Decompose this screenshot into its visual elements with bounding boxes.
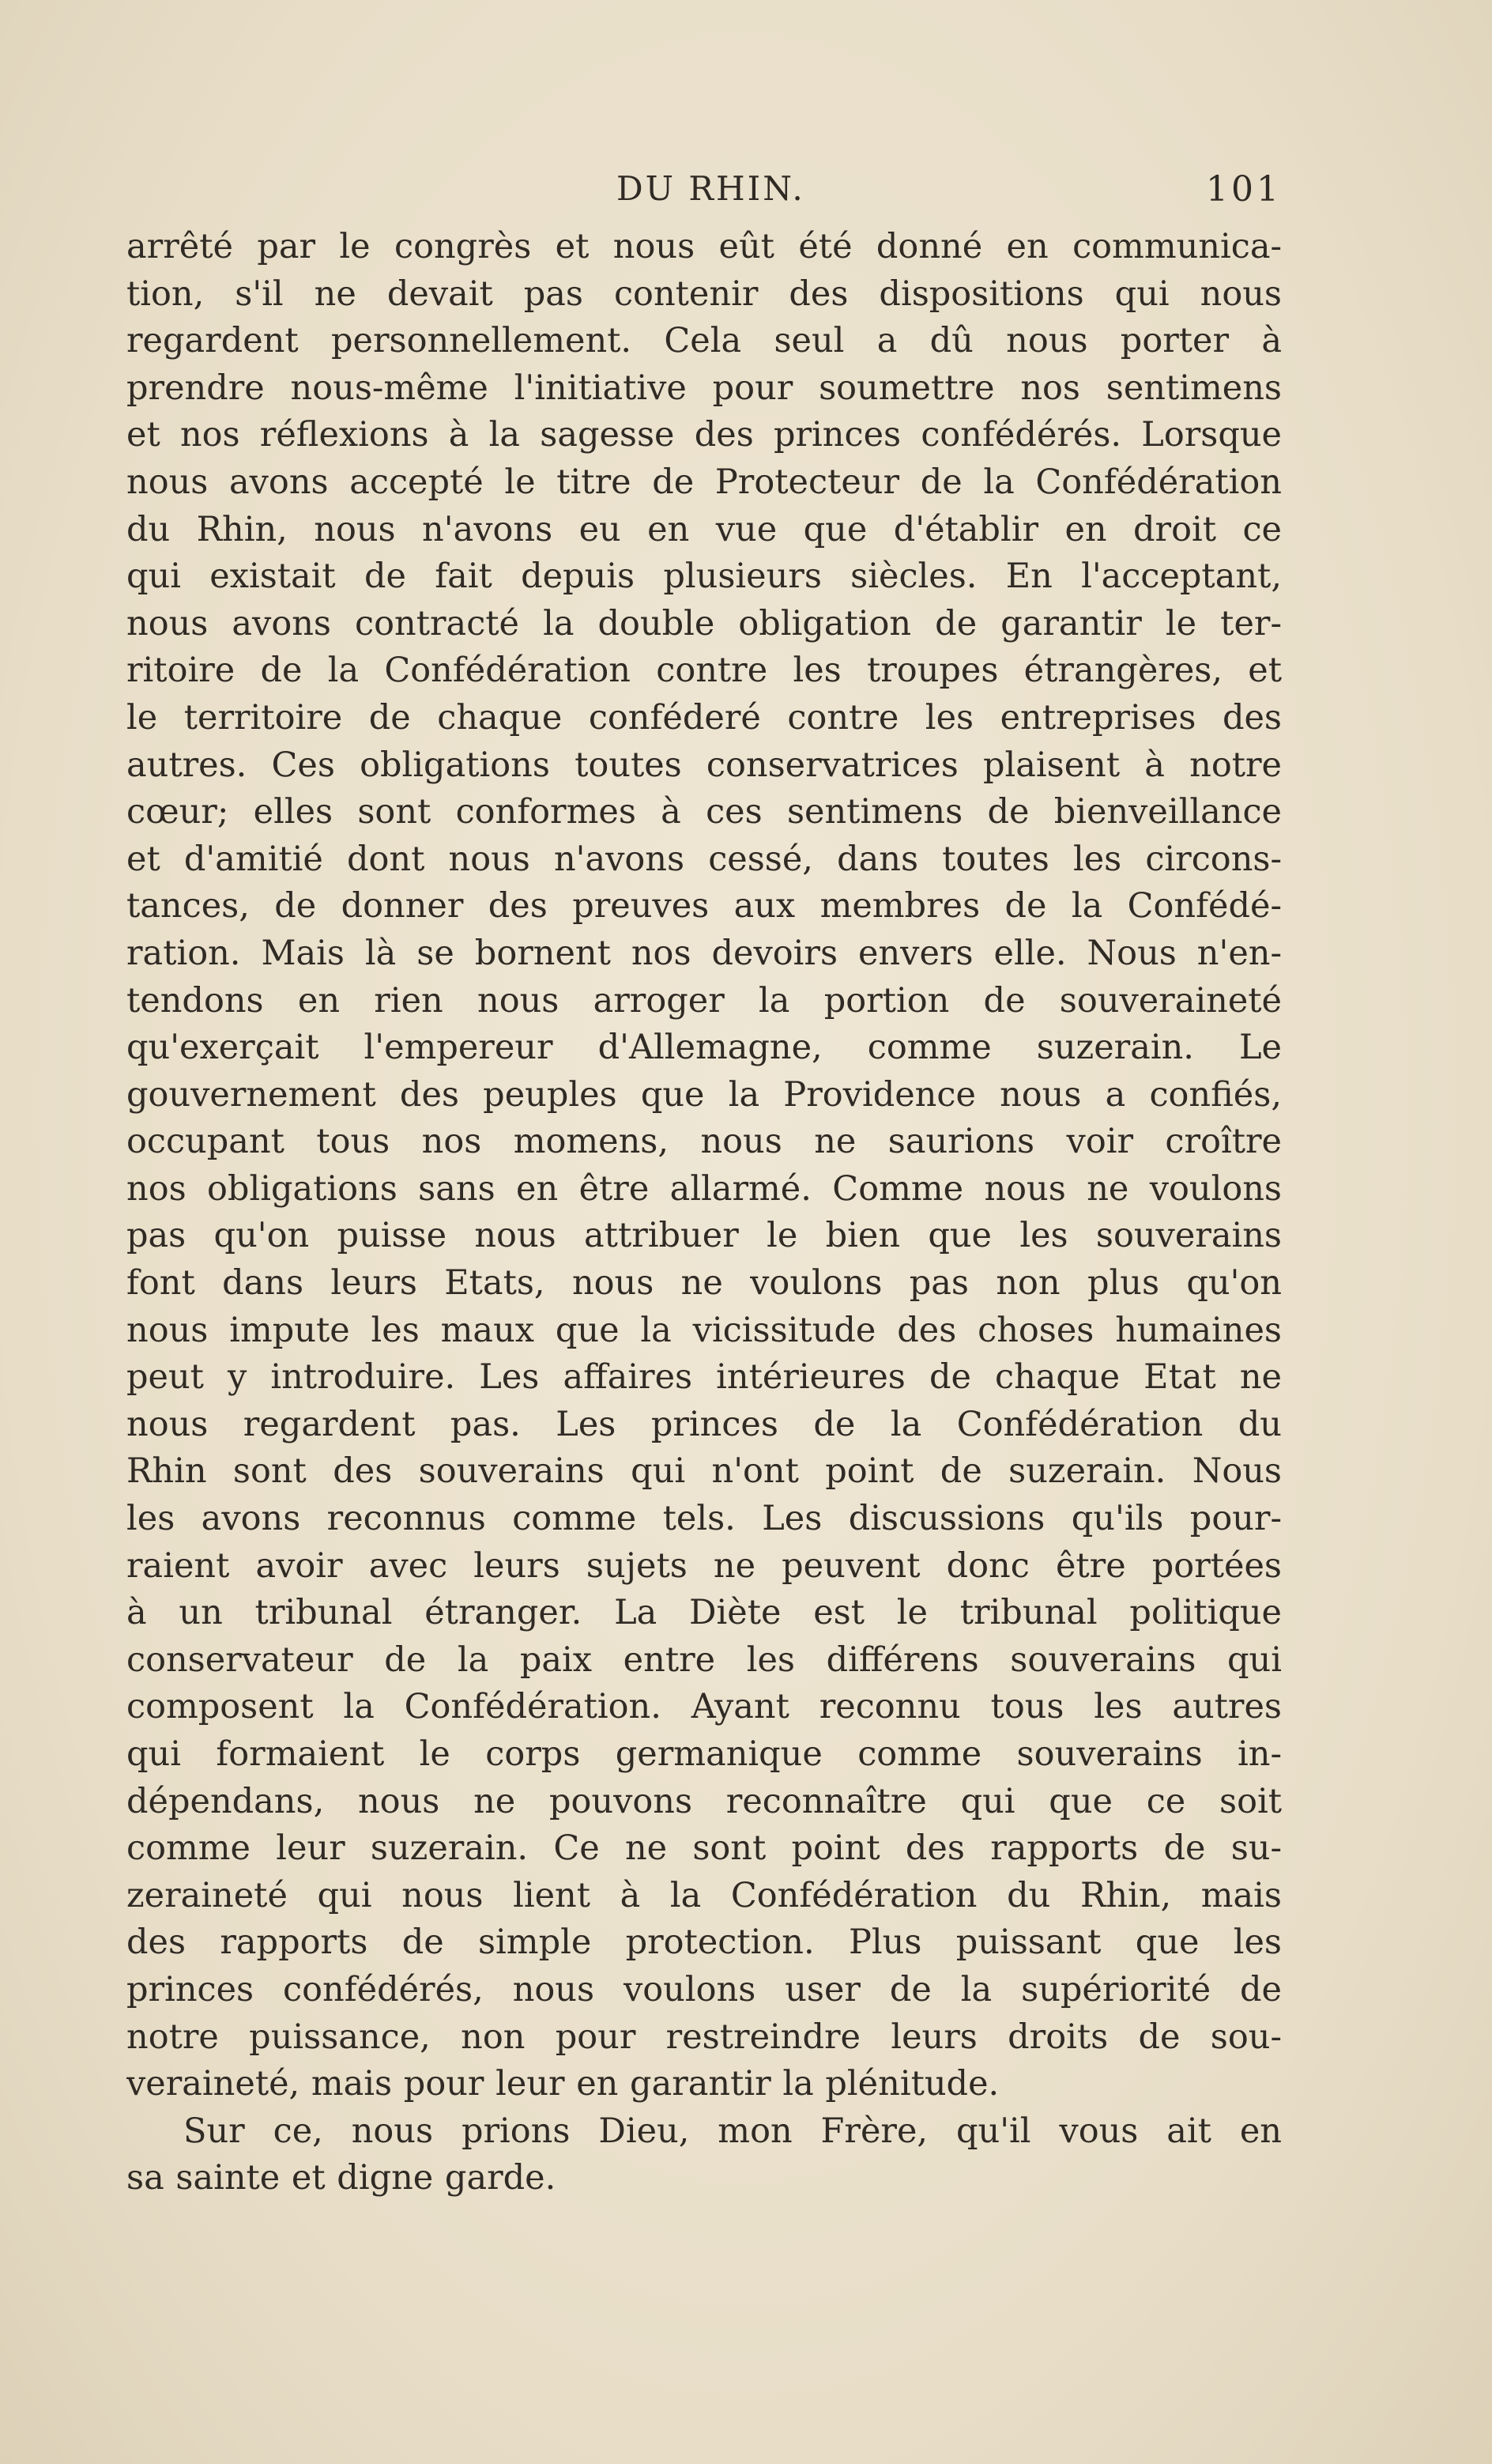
text-line: qui existait de fait depuis plusieurs siècles. En l'acceptant, [126, 557, 1282, 597]
text-line: regardent personnellement. Cela seul a dû nous porter à [126, 321, 1282, 361]
text-line: prendre nous-même l'initiative pour soumettre nos sentimens [126, 368, 1282, 408]
text-line: qu'exerçait l'empereur d'Allemagne, comme suzerain. Le [126, 1028, 1282, 1068]
text-line: Rhin sont des souverains qui n'ont point de suzerain. Nous [126, 1451, 1282, 1492]
text-line: occupant tous nos momens, nous ne saurions voir croître [126, 1122, 1282, 1162]
text-line: nous regardent pas. Les princes de la Confédération du [126, 1404, 1282, 1444]
text-line: ritoire de la Confédération contre les troupes étrangères, et [126, 651, 1282, 691]
text-line: notre puissance, non pour restreindre leurs droits de sou- [126, 2017, 1282, 2057]
text-line: nos obligations sans en être allarmé. Comme nous ne voulons [126, 1168, 1282, 1209]
text-line: tion, s'il ne devait pas contenir des dispositions qui nous [126, 274, 1282, 314]
text-line: raient avoir avec leurs sujets ne peuvent donc être portées [126, 1545, 1282, 1586]
text-line: Sur ce, nous prions Dieu, mon Frère, qu'il vous ait en [183, 2111, 1282, 2151]
text-line: gouvernement des peuples que la Providence nous a confiés, [126, 1074, 1282, 1115]
page-number: 101 [1206, 169, 1282, 209]
body-text [126, 224, 1282, 2202]
text-line: peut y introduire. Les affaires intérieures de chaque Etat ne [126, 1357, 1282, 1398]
text-line: et nos réflexions à la sagesse des princes confédérés. Lorsque [126, 415, 1282, 455]
text-line: veraineté, mais pour leur en garantir la plénitude. [126, 2064, 1000, 2104]
text-line: le territoire de chaque conféderé contre les entreprises des [126, 697, 1282, 738]
text-line: sa sainte et digne garde. [126, 2158, 556, 2198]
text-line: nous avons contracté la double obligation de garantir le ter- [126, 603, 1282, 643]
text-line: nous impute les maux que la vicissitude des choses humaines [126, 1310, 1282, 1350]
text-line: des rapports de simple protection. Plus puissant que les [126, 1923, 1282, 1963]
text-line: pas qu'on puisse nous attribuer le bien que les souverains [126, 1216, 1282, 1256]
text-line: nous avons accepté le titre de Protecteur de la Confédération [126, 462, 1282, 502]
text-line: zeraineté qui nous lient à la Confédération du Rhin, mais [126, 1875, 1282, 1915]
text-line: et d'amitié dont nous n'avons cessé, dans toutes les circons- [126, 839, 1282, 879]
text-line: composent la Confédération. Ayant reconnu tous les autres [126, 1687, 1282, 1727]
text-line: cœur; elles sont conformes à ces sentimens de bienveillance [126, 792, 1282, 832]
text-line: conservateur de la paix entre les différens souverains qui [126, 1640, 1282, 1680]
text-line: ration. Mais là se bornent nos devoirs envers elle. Nous n'en- [126, 933, 1282, 973]
text-line: du Rhin, nous n'avons eu en vue que d'établir en droit ce [126, 509, 1282, 549]
text-line: dépendans, nous ne pouvons reconnaître qui que ce soit [126, 1781, 1282, 1821]
text-line: tendons en rien nous arroger la portion de souveraineté [126, 980, 1282, 1021]
text-line: comme leur suzerain. Ce ne sont point des rapports de su- [126, 1828, 1282, 1869]
text-line: arrêté par le congrès et nous eût été donné en communica- [126, 227, 1282, 266]
text-line: tances, de donner des preuves aux membres de la Confédé- [126, 886, 1282, 926]
text-line: qui formaient le corps germanique comme souverains in- [126, 1734, 1282, 1774]
text-line: font dans leurs Etats, nous ne voulons pas non plus qu'on [126, 1263, 1282, 1304]
page-header [126, 169, 1282, 217]
text-line: princes confédérés, nous voulons user de la supériorité de [126, 1969, 1282, 2009]
text-line: les avons reconnus comme tels. Les discussions qu'ils pour- [126, 1499, 1282, 1539]
text-line: autres. Ces obligations toutes conservatrices plaisent à notre [126, 745, 1282, 785]
text-line: à un tribunal étranger. La Diète est le tribunal politique [126, 1593, 1282, 1633]
running-head: DU RHIN. [616, 169, 805, 208]
